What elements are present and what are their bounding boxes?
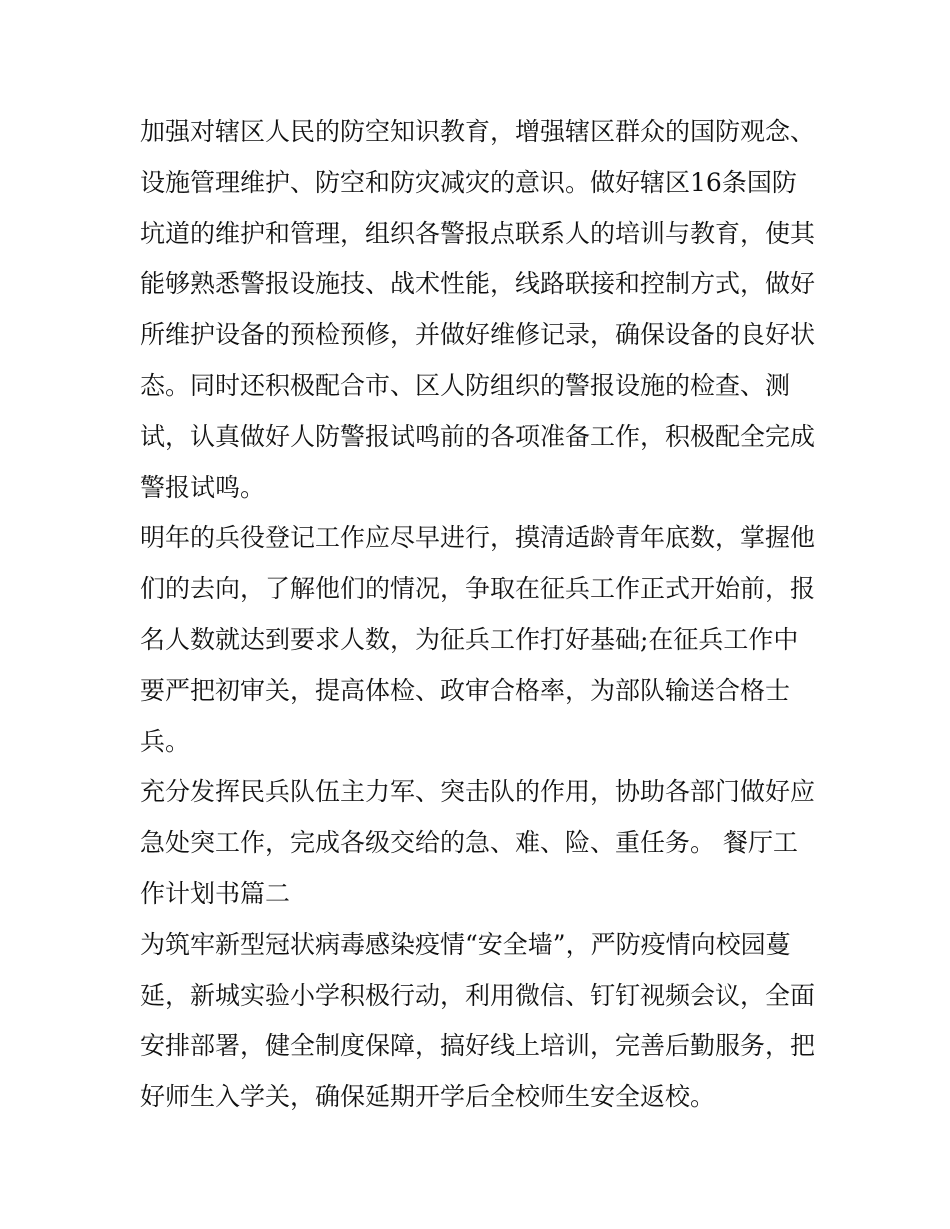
- body-text: [140, 107, 820, 1123]
- text-line: 明年的兵役登记工作应尽早进行，摸清适龄青年底数，掌握他: [140, 523, 816, 553]
- text-line: 警报试鸣。: [140, 472, 266, 502]
- text-line: 要严把初审关，提高体检、政审合格率，为部队输送合格士: [140, 675, 791, 705]
- text-line: 们的去向，了解他们的情况，争取在征兵工作正式开始前，报: [140, 574, 816, 604]
- text-line: 加强对辖区人民的防空知识教育，增强辖区群众的国防观念、: [140, 117, 816, 146]
- text-line: 设施管理维护、防空和防灾减灾的意识。做好辖区16条国防: [140, 167, 797, 197]
- text-line: 作计划书篇二: [140, 878, 291, 908]
- text-line: 试，认真做好人防警报试鸣前的各项准备工作，积极配全完成: [140, 421, 816, 451]
- text-line: 充分发挥民兵队伍主力军、突击队的作用，协助各部门做好应: [140, 777, 816, 807]
- text-line: 态。同时还积极配合市、区人防组织的警报设施的检查、测: [140, 370, 791, 400]
- text-line: 兵。: [140, 726, 191, 756]
- text-line: 为筑牢新型冠状病毒感染疫情“安全墙”，严防疫情向校园蔓: [140, 929, 791, 959]
- text-line: 所维护设备的预检预修，并做好维修记录，确保设备的良好状: [140, 320, 816, 350]
- text-line: 急处突工作，完成各级交给的急、难、险、重任务。 餐厅工: [140, 828, 798, 858]
- text-line: 能够熟悉警报设施技、战术性能，线路联接和控制方式，做好: [140, 269, 816, 299]
- text-line: 名人数就达到要求人数，为征兵工作打好基础;在征兵工作中: [140, 624, 799, 654]
- text-line: 好师生入学关，确保延期开学后全校师生安全返校。: [140, 1082, 716, 1112]
- text-line: 延，新城实验小学积极行动，利用微信、钉钉视频会议，全面: [140, 980, 816, 1010]
- text-line: 坑道的维护和管理，组织各警报点联系人的培训与教育，使其: [140, 218, 816, 248]
- text-line: 安排部署，健全制度保障，搞好线上培训，完善后勤服务，把: [140, 1031, 816, 1061]
